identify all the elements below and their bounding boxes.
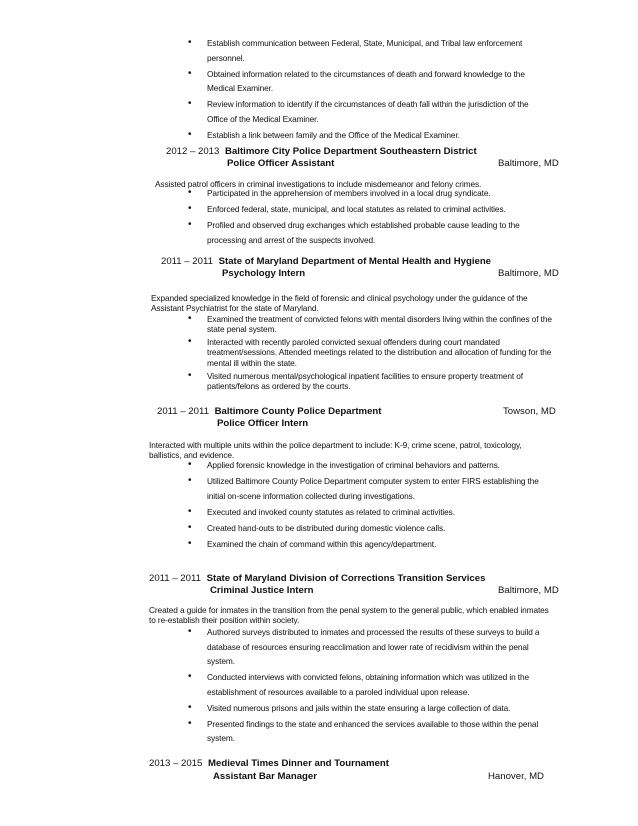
job-organization: Medieval Times Dinner and Tournament <box>208 758 389 769</box>
job-header <box>149 573 485 585</box>
job-header <box>161 256 491 268</box>
job-organization: Baltimore City Police Department Southeastern District <box>225 146 477 157</box>
list-item: • Created hand-outs to be distributed during domestic violence calls. <box>186 521 551 536</box>
list-item: • Establish communication between Federal, State, Municipal, and Tribal law enforcement personnel. <box>186 36 538 65</box>
list-item: • Presented findings to the state and enhanced the services available to those within the penal system. <box>186 717 551 746</box>
job-years: 2011 – 2011 <box>161 256 213 267</box>
list-item: • Examined the treatment of convicted felons with mental disorders living within the confines of the state penal system. <box>186 314 566 335</box>
job-organization: State of Maryland Division of Corrections Transition Services <box>206 573 486 584</box>
job-description: Expanded specialized knowledge in the field of forensic and clinical psychology under the guidance of the Assistant Psychiatrist for the state of Maryland. <box>151 293 528 313</box>
list-item: • Profiled and observed drug exchanges which established probable cause leading to the processing and arrest of the suspects involved. <box>186 218 538 247</box>
list-item: • Interacted with recently paroled convicted sexual offenders during court mandated treatment/sessions. Attended meetings related to the distribution and allocation of funding for the mental ill within the state. <box>186 337 566 368</box>
job-location: Towson, MD <box>503 406 556 417</box>
job-bullet-list <box>186 458 551 553</box>
job-description: Created a guide for inmates in the transition from the penal system to the general public, which enabled inmates to re-establish their position within society. <box>149 605 549 625</box>
job-header <box>149 758 389 770</box>
job-years: 2013 – 2015 <box>149 758 203 769</box>
list-item: • Examined the chain of command within this agency/department. <box>186 537 551 552</box>
job-header <box>157 406 381 418</box>
list-item: • Establish a link between family and the Office of the Medical Examiner. <box>186 128 538 143</box>
job-bullet-list <box>186 625 551 747</box>
job-location: Hanover, MD <box>488 771 544 782</box>
list-item: • Utilized Baltimore County Police Department computer system to enter FIRS establishing the initial on-scene information collected during investigations. <box>186 474 551 503</box>
job-years: 2011 – 2011 <box>157 406 209 417</box>
list-item: • Obtained information related to the circumstances of death and forward knowledge to the Medical Examiner. <box>186 67 538 96</box>
job-position: Police Officer Assistant <box>227 158 335 169</box>
list-item: • Executed and invoked county statutes as related to criminal activities. <box>186 505 551 520</box>
job-position: Criminal Justice Intern <box>210 585 314 596</box>
intro-bullet-list <box>186 36 538 144</box>
job-location: Baltimore, MD <box>498 268 559 279</box>
job-position: Assistant Bar Manager <box>213 771 317 782</box>
job-years: 2011 – 2011 <box>149 573 201 584</box>
job-position: Police Officer Intern <box>217 418 309 429</box>
list-item: • Enforced federal, state, municipal, and local statutes as related to criminal activities. <box>186 202 538 217</box>
job-years: 2012 – 2013 <box>166 146 220 157</box>
list-item: • Participated in the apprehension of members involved in a local drug syndicate. <box>186 186 538 201</box>
job-organization: Baltimore County Police Department <box>214 406 382 417</box>
list-item: • Authored surveys distributed to inmates and processed the results of these surveys to build a database of resources ensuring reacclimation and lower rate of recidivism within the penal system. <box>186 625 551 669</box>
job-location: Baltimore, MD <box>498 585 559 596</box>
job-bullet-list <box>186 314 566 394</box>
job-bullet-list <box>186 186 538 249</box>
job-description: Interacted with multiple units within the police department to include: K-9, crime scene, patrol, toxicology, ballistics, and evidence. <box>149 440 522 460</box>
job-description: Assisted patrol officers in criminal investigations to include misdemeanor and felony crimes. <box>155 179 482 189</box>
job-position: Psychology Intern <box>222 268 306 279</box>
list-item: • Review information to identify if the circumstances of death fall within the jurisdiction of the Office of the Medical Examiner. <box>186 97 538 126</box>
job-header <box>166 146 477 158</box>
list-item: • Conducted interviews with convicted felons, obtaining information which was utilized in the establishment of resources available to a paroled individual upon release. <box>186 670 551 699</box>
job-organization: State of Maryland Department of Mental Health and Hygiene <box>218 256 492 267</box>
list-item: • Visited numerous prisons and jails within the state ensuring a large collection of data. <box>186 701 551 716</box>
list-item: • Applied forensic knowledge in the investigation of criminal behaviors and patterns. <box>186 458 551 473</box>
list-item: • Visited numerous mental/psychological inpatient facilities to ensure property treatment of patients/felons as ordered by the courts. <box>186 371 566 392</box>
job-location: Baltimore, MD <box>498 158 559 169</box>
